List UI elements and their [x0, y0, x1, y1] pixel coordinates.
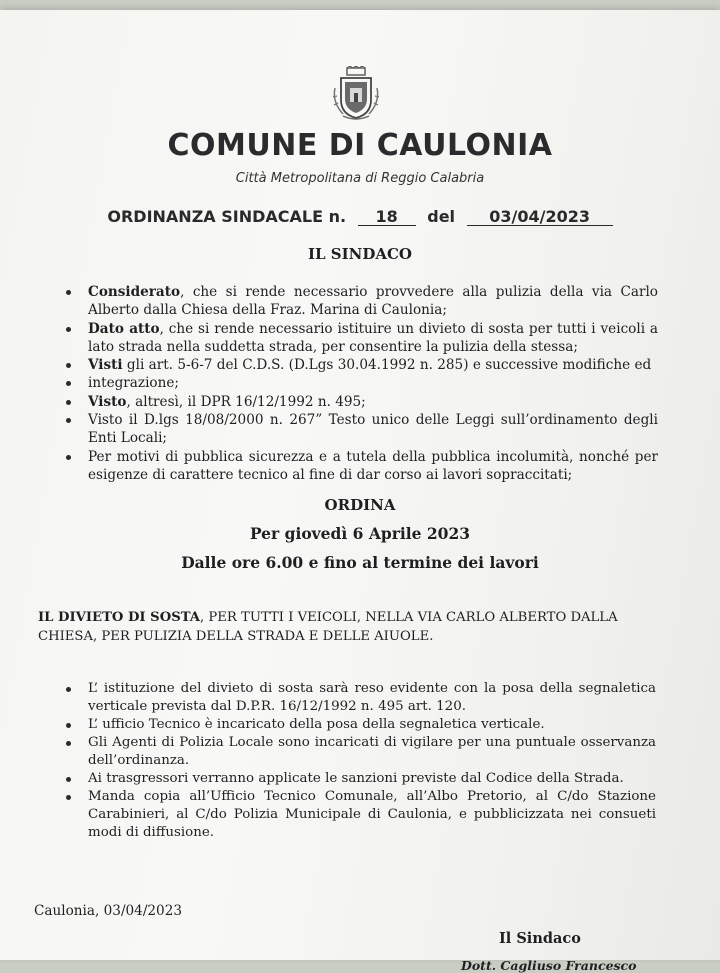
place-date: Caulonia, 03/04/2023 — [34, 903, 182, 919]
list-item: Ai trasgressori verranno applicate le sanzioni previste dal Codice della Strada. — [64, 770, 656, 788]
list-item: Per motivi di pubblica sicurezza e a tutela della pubblica incolumità, nonché per esigenze di carattere tecnico al fine di dar corso ai lavori sopraccitati; — [64, 448, 658, 485]
municipal-crest-icon — [331, 66, 381, 122]
prohibition-lead: IL DIVIETO DI SOSTA — [38, 610, 201, 625]
list-item: L’ ufficio Tecnico è incaricato della posa della segnaletica verticale. — [64, 716, 656, 734]
order-heading: ORDINA — [324, 496, 396, 514]
provisions-list — [64, 680, 656, 842]
list-item: Dato atto, che si rende necessario istituire un divieto di sosta per tutti i veicoli a lato strada nella suddetta strada, per consentire la pulizia della stessa; — [64, 320, 658, 357]
list-item: Gli Agenti di Polizia Locale sono incaricati di vigilare per una puntuale osservanza dell’ordinanza. — [64, 734, 656, 770]
premises-list — [64, 283, 658, 484]
signatory-title: Il Sindaco — [499, 930, 581, 947]
del-label: del — [427, 207, 456, 226]
list-item: Considerato, che si rende necessario provvedere alla pulizia della via Carlo Alberto dalla Chiesa della Fraz. Marina di Caulonia; — [64, 283, 658, 320]
document-sheet — [0, 10, 720, 973]
order-date-line: Per giovedì 6 Aprile 2023 — [249, 524, 471, 543]
list-item: L’ istituzione del divieto di sosta sarà reso evidente con la posa della segnaletica verticale prevista dal D.P.R. 16/12/1992 n. 495 art. 120. — [64, 680, 656, 716]
ordinance-prefix: ORDINANZA SINDACALE n. — [107, 207, 347, 226]
issuer-heading: IL SINDACO — [308, 245, 412, 263]
list-item: Visto il D.lgs 18/08/2000 n. 267” Testo unico delle Leggi sull’ordinamento degli Enti Locali; — [64, 411, 658, 448]
prohibition-text: , PER TUTTI I VEICOLI, NELLA VIA CARLO ALBERTO DALLA CHIESA, PER PULIZIA DELLA STRADA E DELLE AIUOLE. — [38, 610, 618, 644]
list-item: Manda copia all’Ufficio Tecnico Comunale, all’Albo Pretorio, al C/do Stazione Carabinieri, al C/do Polizia Municipale di Caulonia, e pubblicizzata nei consueti modi di diffusione. — [64, 788, 656, 842]
municipality-title: COMUNE DI CAULONIA — [167, 128, 553, 163]
signatory-name: Dott. Cagliuso Francesco — [461, 958, 637, 973]
list-item: Visti gli art. 5-6-7 del C.D.S. (D.Lgs 30.04.1992 n. 285) e successive modifiche ed — [64, 356, 658, 374]
ordinance-date: 03/04/2023 — [467, 208, 613, 226]
list-item: integrazione; — [64, 374, 658, 392]
ordinance-line — [0, 207, 720, 226]
list-item: Visto, altresì, il DPR 16/12/1992 n. 495; — [64, 393, 658, 411]
ordinance-number: 18 — [358, 208, 416, 226]
subtitle: Città Metropolitana di Reggio Calabria — [235, 171, 485, 186]
order-time-line: Dalle ore 6.00 e fino al termine dei lavori — [181, 553, 539, 572]
prohibition-statement — [38, 608, 638, 646]
